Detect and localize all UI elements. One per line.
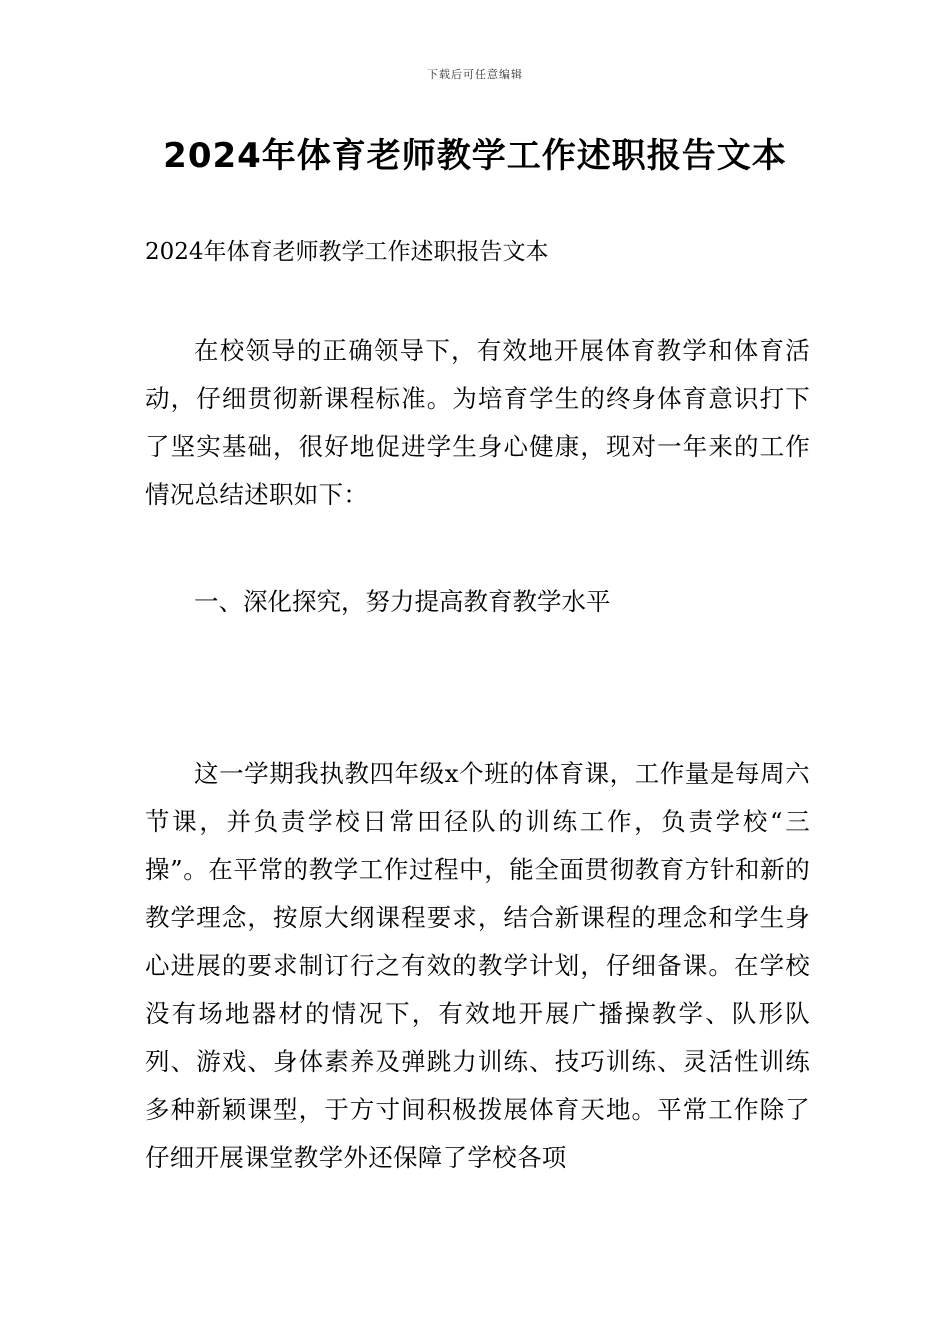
section-heading-1: 一、深化探究，努力提高教育教学水平 <box>194 587 611 616</box>
header-note: 下载后可任意编辑 <box>427 68 523 81</box>
body-paragraph: 这一学期我执教四年级x个班的体育课，工作量是每周六节课，并负责学校日常田径队的训练工作，负责学校“三操”。在平常的教学工作过程中，能全面贯彻教育方针和新的教学理念，按原大纲课程要求，结合新课程的理念和学生身心进展的要求制订行之有效的教学计划，仔细备课。在学校没有场地器材的情况下，有效地开展广播操教学、队形队列、游戏、身体素养及弹跳力训练、技巧训练、灵活性训练多种新颖课型，于方寸间积极拨展体育天地。平常工作除了仔细开展课堂教学外还保障了学校各项 <box>145 759 810 1172</box>
intro-paragraph: 在校领导的正确领导下，有效地开展体育教学和体育活动，仔细贯彻新课程标准。为培育学生的终身体育意识打下了坚实基础，很好地促进学生身心健康，现对一年来的工作情况总结述职如下： <box>145 336 810 509</box>
document-title: 2024年体育老师教学工作述职报告文本 <box>163 136 787 176</box>
document-subtitle: 2024年体育老师教学工作述职报告文本 <box>145 239 549 265</box>
